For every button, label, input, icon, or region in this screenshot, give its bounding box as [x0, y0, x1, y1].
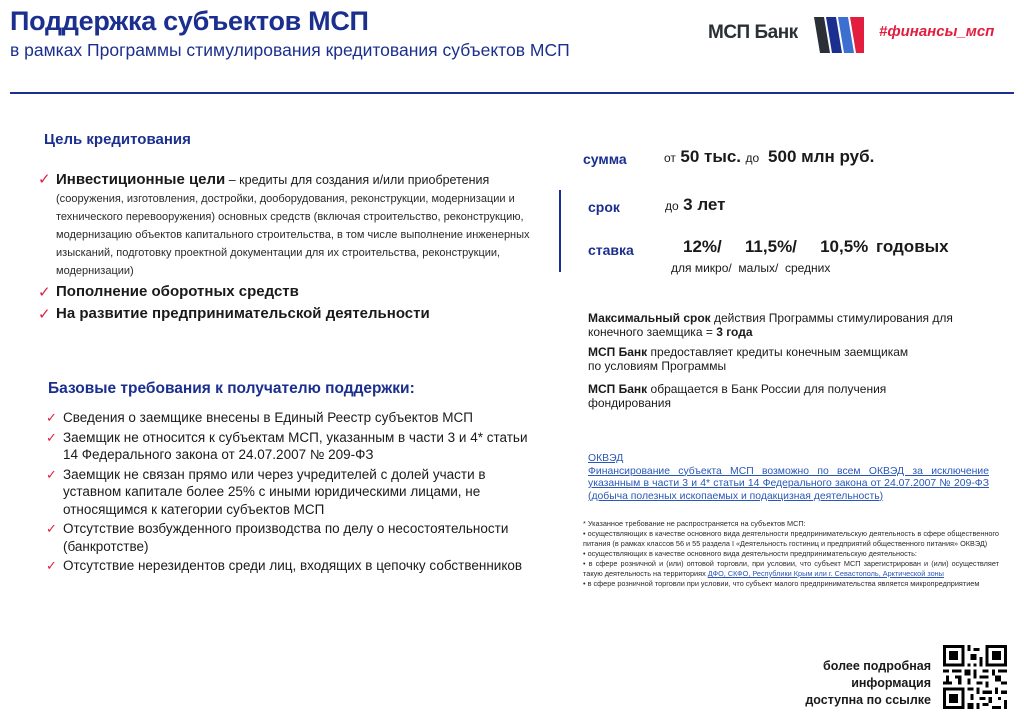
- checkmark-icon: ✓: [46, 429, 57, 445]
- term-value: [665, 195, 725, 215]
- max-term-bold: Максимальный срок: [588, 311, 711, 325]
- hashtag: #финансы_мсп: [879, 23, 995, 40]
- logo-stripes-icon: [814, 17, 864, 53]
- term-number: 3 лет: [683, 195, 726, 214]
- checkmark-icon: ✓: [38, 171, 51, 188]
- goal-item-bold: На развитие предпринимательской деятельности: [56, 305, 430, 322]
- more-info-line: информация: [851, 676, 931, 690]
- checkmark-icon: ✓: [46, 410, 57, 425]
- footnote: • осуществляющих в качестве основного вида деятельности предпринимательскую деятельность:: [583, 549, 917, 558]
- msp-bank-logo: [708, 17, 866, 53]
- max-term-value: 3 года: [716, 325, 753, 340]
- list-item: [38, 305, 538, 323]
- checkmark-icon: ✓: [46, 558, 57, 573]
- checkmark-icon: ✓: [46, 521, 57, 536]
- goal-list: [38, 171, 538, 323]
- list-item: [46, 409, 536, 427]
- sum-label: сумма: [583, 151, 627, 167]
- max-term-info: [588, 311, 968, 340]
- more-info-text: [776, 658, 931, 709]
- goal-item-bold: Инвестиционные цели: [56, 171, 226, 188]
- goal-item-bold: Пополнение оборотных средств: [56, 283, 299, 300]
- bank-credit-info: [588, 345, 918, 374]
- footnote-text: • в сфере розничной и (или) оптовой торговли, при условии, что субъект МСП зарегистрирован и (или) осуществляет такую деятельность на территориях: [583, 559, 999, 578]
- checkmark-icon: ✓: [38, 306, 51, 323]
- checkmark-icon: ✓: [38, 284, 51, 301]
- checkmark-icon: ✓: [46, 466, 57, 482]
- requirement-text: Сведения о заемщике внесены в Единый Реестр субъектов МСП: [63, 410, 473, 425]
- more-info-line: более подробная: [823, 659, 931, 673]
- sum-max: 500 млн руб.: [768, 147, 875, 166]
- footnote: * Указанное требование не распространяется на субъектов МСП:: [583, 519, 806, 528]
- bank-name: МСП Банк: [588, 345, 648, 359]
- bank-funding-text: обращается в Банк России для получения фондирования: [588, 382, 887, 411]
- rate-categories: для микро/ малых/ средних: [671, 261, 831, 275]
- list-item: [46, 429, 536, 464]
- okved-title: ОКВЭД: [588, 453, 624, 464]
- qr-code-icon[interactable]: [943, 645, 1007, 709]
- rate-label: ставка: [588, 242, 634, 258]
- max-term-text: действия Программы стимулирования для конечного заемщика =: [588, 311, 953, 340]
- okved-text: Финансирование субъекта МСП возможно по всем ОКВЭД за исключение указанным в части 3 и 4* статьи 14 Федерального закона от 24.07.2007 № 209-ФЗ (добыча полезных ископаемых и подакцизная деятельность): [588, 465, 989, 502]
- goal-heading: Цель кредитования: [44, 131, 191, 148]
- regions-link[interactable]: ДФО, СКФО, Республики Крым или г. Севастополь, Арктической зоны: [707, 569, 944, 578]
- list-item: [46, 520, 536, 555]
- requirement-text: Отсутствие возбужденного производства по делу о несостоятельности (банкротстве): [63, 521, 509, 554]
- term-to: до: [665, 199, 679, 213]
- vertical-divider: [559, 190, 561, 272]
- requirements-heading: Базовые требования к получателю поддержки:: [48, 380, 415, 397]
- requirements-list: [46, 409, 536, 577]
- footnote: [583, 559, 999, 579]
- bank-credit-text: предоставляет кредиты конечным заемщикам по условиям Программы: [588, 345, 909, 374]
- logo-text: МСП Банк: [708, 22, 798, 43]
- requirement-text: Отсутствие нерезидентов среди лиц, входящих в цепочку собственников: [63, 558, 523, 573]
- footnote: • в сфере розничной торговли при условии, что субъект малого предпринимательства является микропредприятием: [583, 579, 980, 588]
- footnote: • осуществляющих в качестве основного вида деятельности предпринимательскую деятельность в сфере общественного питания (в рамках классов 56 и 55 раздела I «Деятельность гостиниц и предприятий общественного питания» ОКВЭД): [583, 529, 999, 548]
- requirement-text: Заемщик не связан прямо или через учредителей с долей участи в уставном капитале более 25% с иными юридическими лицами, не относящимся к категории субъектов МСП: [63, 466, 486, 517]
- list-item: [46, 466, 536, 519]
- sum-to: до: [745, 151, 760, 165]
- page-title: Поддержка субъектов МСП: [10, 6, 369, 36]
- page-subtitle: в рамках Программы стимулирования кредитования субъектов МСП: [10, 40, 570, 60]
- list-item: [46, 557, 536, 575]
- okved-link[interactable]: [588, 453, 989, 503]
- goal-item-detail: (сооружения, изготовления, достройки, дооборудования, реконструкции, модернизации и технического перевооружения) основных средств (включая строительство, реконструкцию, модернизацию объектов капитального строительства, в том числе выполнение инженерных изысканий, подготовку проектной документации для их строительства, реконструкции, модернизации): [56, 193, 530, 277]
- list-item: [38, 283, 538, 301]
- requirement-text: Заемщик не относится к субъектам МСП, указанным в части 3 и 4* статьи 14 Федерального закона от 24.07.2007 № 209-ФЗ: [63, 429, 528, 462]
- footnotes: [583, 519, 999, 589]
- sum-from: от: [664, 151, 676, 165]
- term-label: срок: [588, 199, 620, 215]
- bank-name: МСП Банк: [588, 382, 648, 396]
- bank-funding-info: [588, 382, 968, 411]
- sum-value: [664, 147, 874, 167]
- header-divider: [10, 92, 1014, 94]
- goal-item-text: – кредиты для создания и/или приобретения: [225, 173, 490, 187]
- sum-min: 50 тыс.: [680, 147, 742, 166]
- rate-values: 12%/ 11,5%/ 10,5% годовых: [683, 237, 949, 256]
- list-item: [38, 171, 538, 279]
- more-info-line: доступна по ссылке: [805, 693, 931, 707]
